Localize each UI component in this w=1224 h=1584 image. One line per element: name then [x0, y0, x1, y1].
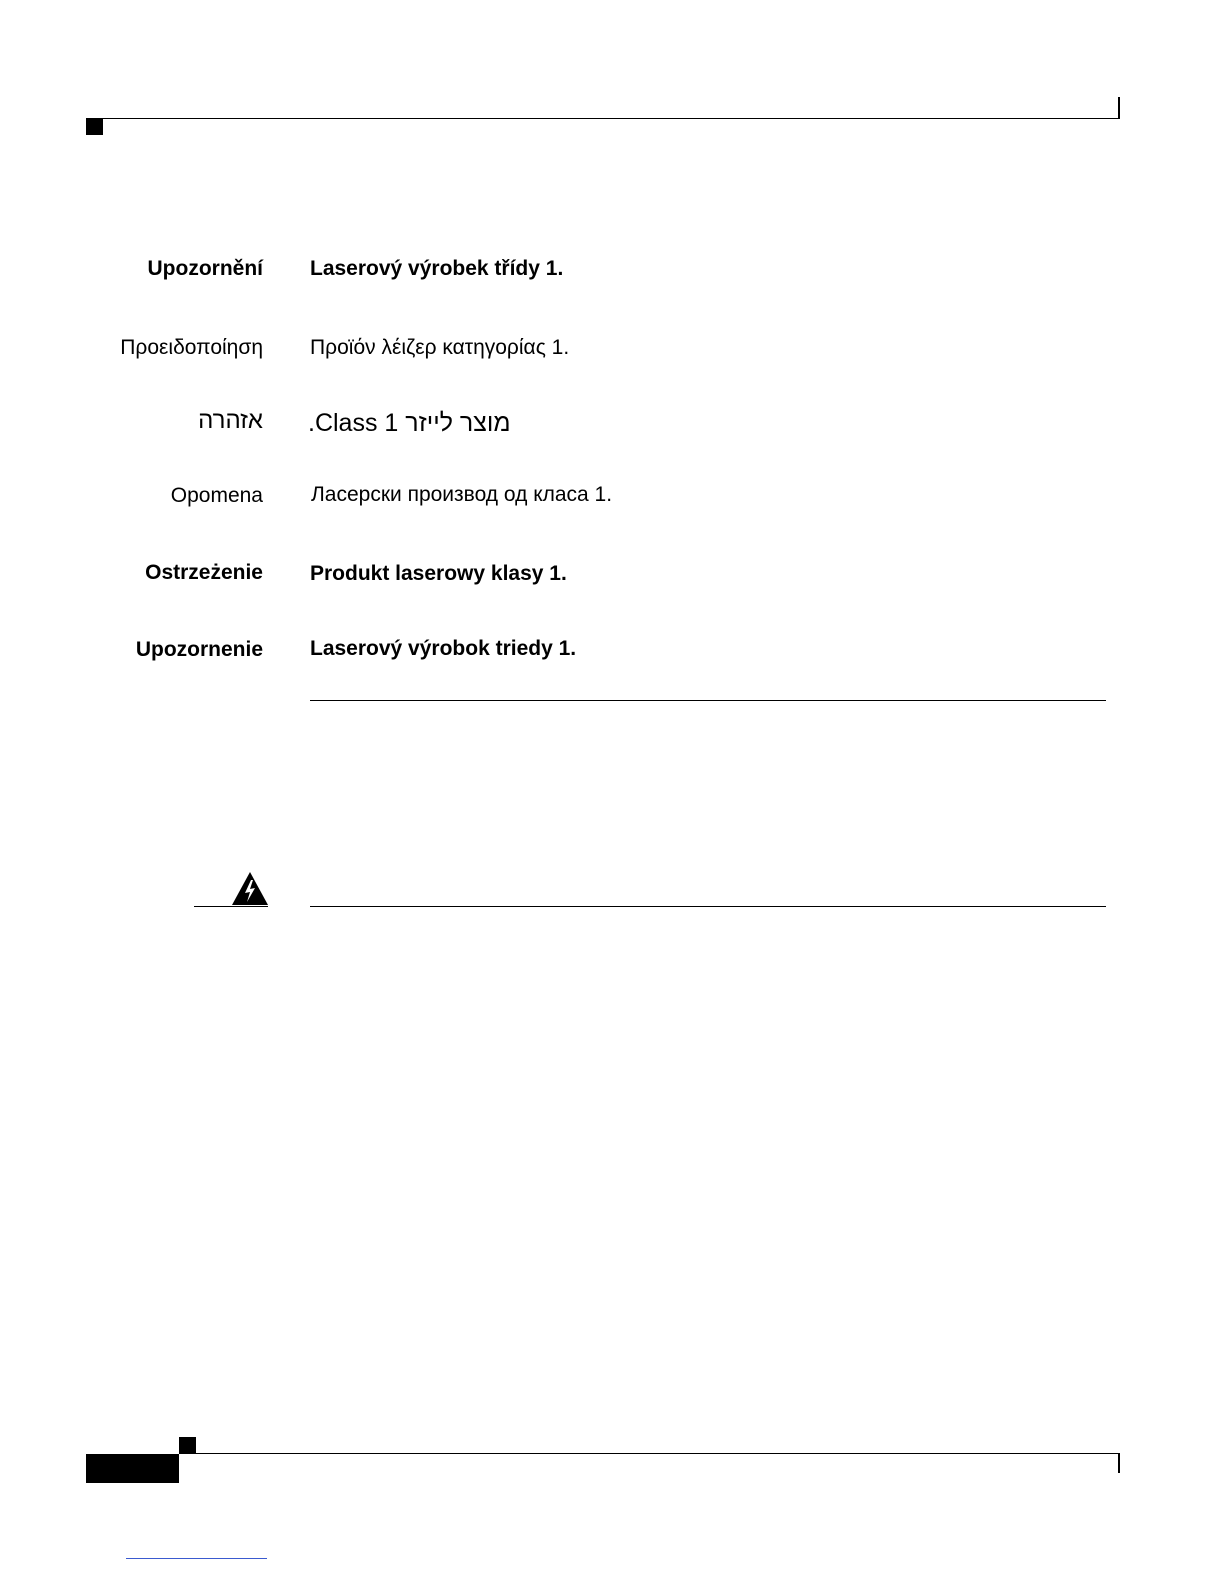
footer-page-tab: [86, 1454, 179, 1483]
warning-lightning-icon: [231, 871, 269, 906]
header-tick: [1118, 97, 1120, 119]
footer-tick: [1118, 1454, 1120, 1473]
warning-label-greek: Προειδοποίηση: [120, 336, 263, 359]
warning-label-polish: Ostrzeżenie: [145, 561, 263, 584]
warning-text-greek: Προϊόν λέιζερ κατηγορίας 1.: [310, 336, 570, 359]
warning-text-slovak: Laserový výrobok triedy 1.: [310, 637, 577, 660]
footer-link-underline: [126, 1558, 267, 1559]
warning-label-slovak: Upozornenie: [135, 638, 263, 661]
warning-label-hebrew: אזהרה: [198, 407, 263, 434]
warning-text-hebrew: .Class 1 מוצר לייזר: [308, 409, 511, 437]
header-rule: [86, 118, 1120, 119]
warning-icon-rule: [194, 906, 268, 907]
footer-marker: [179, 1437, 196, 1453]
warning-label-macedonian: Opomena: [170, 484, 263, 507]
warning-text-macedonian: Ласерски производ од класа 1.: [311, 483, 613, 506]
warning-text-rule: [310, 906, 1106, 907]
warning-text-polish: Produkt laserowy klasy 1.: [310, 562, 567, 585]
section-divider: [310, 700, 1106, 701]
warning-label-czech: Upozornění: [147, 257, 263, 280]
footer-rule: [179, 1453, 1120, 1454]
header-marker: [86, 119, 103, 135]
warning-text-czech: Laserový výrobek třídy 1.: [310, 257, 564, 280]
